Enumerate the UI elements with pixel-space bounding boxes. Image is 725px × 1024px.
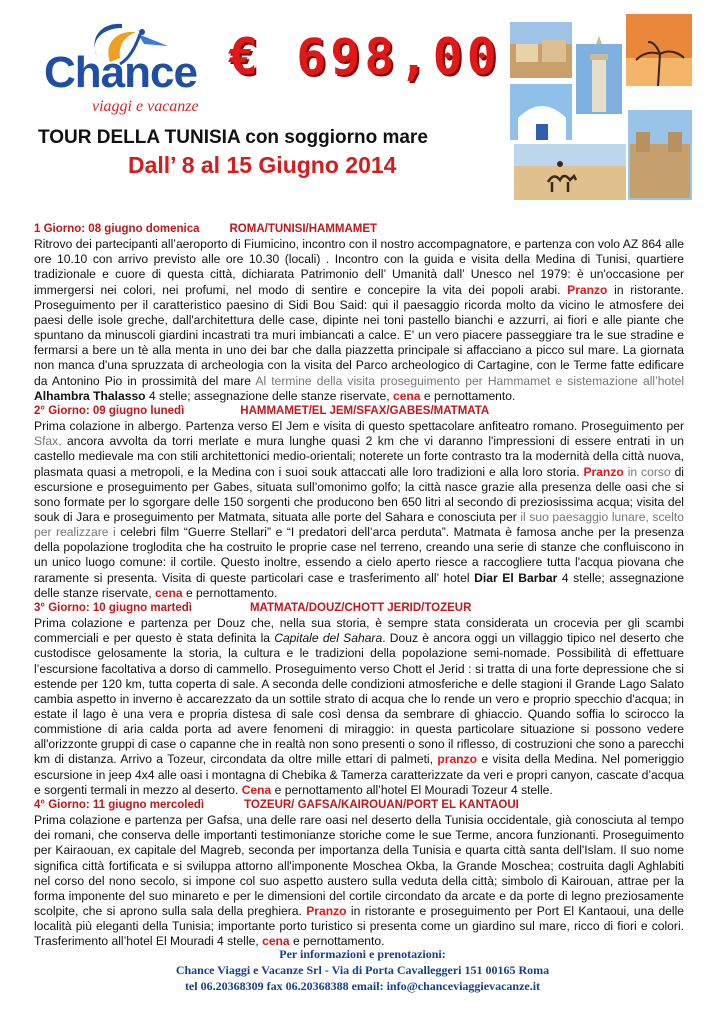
day-2-date: 2° Giorno: 09 giugno lunedì xyxy=(34,404,185,417)
day-3-text: Prima colazione e partenza per Douz che, nella sua storia, è sempre stata considerata un crocevia per gli scambi commerciali e per questo è stata definita la Capitale del Sahara. Douz è ancora oggi un villaggio tipico nel deserto che custodisce gelosamente la storia, la cultura e le tradizioni della popolazione semi-nomade. Possibilità di effettuare l’escursione facoltativa a dorso di cammello. Proseguimento verso Chott el Jerid : si tratta di una forte depressione che si estende per 120 km, tutta coperta di sale. A seconda delle condizioni atmosferiche e delle stagioni il Grande Lago Salato cambia aspetto in inverno è accarezzato da un sottile strato di acqua che lo rende un vero e proprio specchio d'acqua; in estate il lago è una vera e propria distesa di sale così densa da sembrare di ghiaccio. Quando soffia lo scirocco la commistione di aria calda porta ad avere fenomeni di miraggio: in questa particolare situazione si possono vedere all'orizzonte gruppi di case o capanne che in realtà non sono presenti o sono il riflesso, di costruzioni che sono a parecchi km di distanza. Arrivo a Tozeur, circondata da oltre mille ettari di palmeti, pranzo e visita della Medina. Nel pomeriggio escursione in jeep 4x4 alle oasi i montagna di Chebika & Tamerza caratterizzate da veri e propri canyon, cascate d’acqua e sorgenti termali in mezzo al deserto. Cena e pernottamento all’hotel El Mouradi Tozeur 4 stelle. xyxy=(34,616,685,797)
brand-logo xyxy=(40,18,210,118)
title-rest: con soggiorno mare xyxy=(239,127,428,148)
footer-contacts[interactable]: tel 06.20368309 fax 06.20368388 email: info@chanceviaggievacanze.it xyxy=(184,979,541,993)
day-2-text: Prima colazione in albergo. Partenza verso El Jem e visita di questo spettacolare anfiteatro romano. Proseguimento per Sfax, ancora avvolta da torri merlate e mura lunghe quasi 2 km che vi daranno l'impressioni di essere entrati in un castello medievale ma con stili architettonici medio-orientali; noterete un forte contrasto tra la modernità della città nuova, plasmata quasi a metropoli, e la Medina con i suoi souk attaccati alle loro tradizioni e alla loro storia. Pranzo in corso di escursione e proseguimento per Gabes, situata sull’omonimo golfo; la città nasce grazie alla presenza delle oasi che si sono formate per lo sgorgare delle 150 sorgenti che producono ben 650 litri al secondo di preziosissima acqua; visita del souk di Jara e proseguimento per Matmata, situata alle porte del Sahara e conosciuta per il suo paesaggio lunare, scelto per realizzare i celebri film “Guerre Stellari” e “I predatori dell’arca perduta”. Matmata è famosa anche per la presenza della popolazione troglodita che ha costruito le proprie case nel terreno, creando una serie di stanze che confluiscono in un unico luogo comune: il cortile. Questo inoltre, essendo a cielo aperto riesce a raccogliere tutta l'acqua piovana che raramente si presenta. Visita di queste particolari case e trasferimento all’ hotel Diar El Barbar 4 stelle; assegnazione delle stanze riservate, cena e pernottamento. xyxy=(34,419,684,600)
title-main: TOUR DELLA TUNISIA xyxy=(38,127,240,148)
price-tag: € 698,00 xyxy=(228,28,501,86)
logo-tagline: viaggi e vacanze xyxy=(92,98,199,115)
day-4-route: TOZEUR/ GAFSA/KAIROUAN/PORT EL KANTAOUI xyxy=(244,798,519,811)
day-1-route: ROMA/TUNISI/HAMMAMET xyxy=(229,223,378,235)
day-4-heading xyxy=(34,798,684,813)
day-2-heading xyxy=(34,404,684,419)
itinerary xyxy=(34,222,684,950)
day-2-route: HAMMAMET/EL JEM/SFAX/GABES/MATMATA xyxy=(240,404,490,417)
tunisia-photo-collage xyxy=(508,14,694,200)
day-1-text: Ritrovo dei partecipanti all’aeroporto di Fiumicino, incontro con il nostro accompagnatore, e partenza con volo AZ 864 alle ore 10.10 con arrivo previsto alle ore 10.30 (locali) . Incontro con la guida e visita della Medina di Tunisi, quartiere tradizionale e cuore di questa città, dichiarata Patrimonio dell’ Umanità dall’ Unesco nel 1979: è un'occasione per immergersi nei colori, nei profumi, nel modo di sentire e concepire la vita dei popoli arabi. Pranzo in ristorante. Proseguimento per il caratteristico paesino di Sidi Bou Said: qui il paesaggio ricorda molto da vicino le atmosfere dei paesi delle isole greche, dall'architettura delle case, dipinte nei toni pastello bianchi e azzurri, ai fiori e alle piante che spuntano da minuscoli giardini incastrati tra muri imbiancati a calce. E' un vero piacere passeggiare tra le sue stradine e fermarsi a bere un tè alla menta in uno dei bar che dalla piazzetta principale si affacciano a picco sul mare. La giornata non manca d'una spruzzata di archeologia con la visita del Parco archeologico di Cartagine, con le Terme fatte edificare da Antonino Pio in prossimità del mare Al termine della visita proseguimento per Hammamet e sistemazione all’hotel Alhambra Thalasso 4 stelle; assegnazione delle stanze riservate, cena e pernottamento. xyxy=(34,237,685,403)
day-1-heading xyxy=(34,222,684,237)
day-4-text: Prima colazione e partenza per Gafsa, una delle rare oasi nel deserto della Tunisia occidentale, già conosciuta al tempo dei romani, che conserva delle importanti testimonianze storiche come le sue Terme, ancora funzionanti. Proseguimento per Kairaouan, ex capitale del Magreb, seconda per importanza della Tunisia e quarta città santa dell'Islam. Il suo nome significa città fortificata e si sviluppa attorno all'imponente Moschea Okba, la Grande Moschea; costruita dagli Aghlabiti nel corso del nono secolo, si impone col suo aspetto austero sulla veduta della città; simbolo di Kairouan, attrae per la forma imponente del suo minareto e per le dimensioni del cortile circondato da arcate e da porte di legno preziosamente scolpite, che si aprono sulla sala della preghiera. Pranzo in ristorante e proseguimento per Port El Kantaoui, una delle località più eleganti della Tunisia; importante porto turistico si presenta come un giardino sul mare, ricco di fiori e colori. Trasferimento all’hotel El Mouradi 4 stelle, cena e pernottamento. xyxy=(34,813,684,949)
day-1-date: 1 Giorno: 08 giugno domenica xyxy=(34,223,200,235)
day-4-date: 4° Giorno: 11 giugno mercoledì xyxy=(34,798,205,811)
page-title xyxy=(38,127,428,149)
logo-wordmark: Chance xyxy=(44,48,197,97)
date-subtitle: Dall’ 8 al 15 Giugno 2014 xyxy=(128,152,397,178)
footer-address: Chance Viaggi e Vacanze Srl - Via di Porta Cavalleggeri 151 00165 Roma xyxy=(175,963,550,977)
day-3-date: 3° Giorno: 10 giugno martedì xyxy=(34,601,192,614)
contact-footer xyxy=(0,946,725,994)
day-3-route: MATMATA/DOUZ/CHOTT JERID/TOZEUR xyxy=(249,601,472,614)
day-3-heading xyxy=(34,601,684,616)
footer-info-heading: Per informazioni e prenotazioni: xyxy=(279,947,446,961)
